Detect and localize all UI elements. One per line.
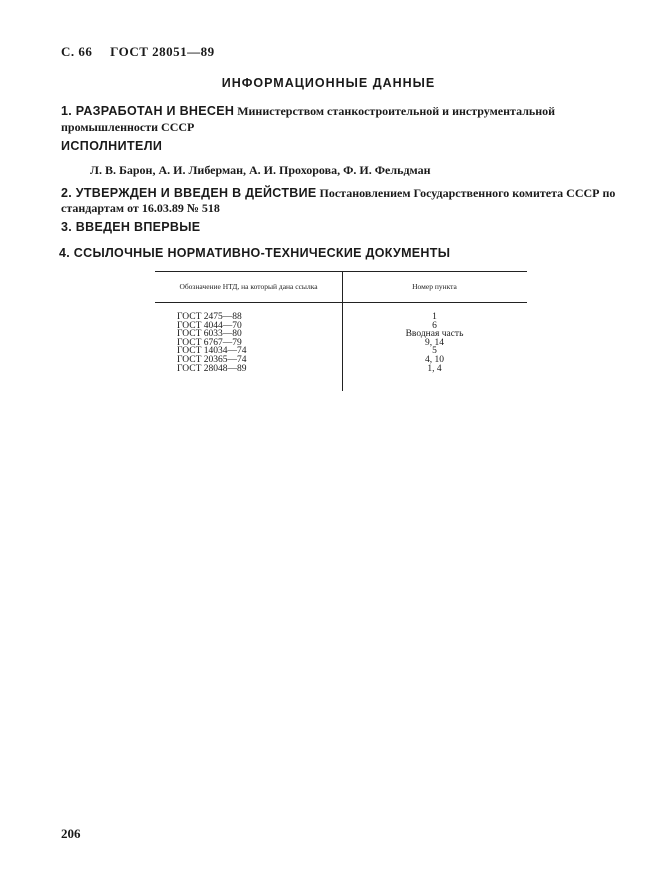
running-header [61,44,229,60]
table-top-rule [155,271,527,272]
executors-label: ИСПОЛНИТЕЛИ [61,139,163,153]
table-cell-doc: ГОСТ 20365—74 [177,354,247,365]
table-cell-item: 9, 14 [425,337,444,348]
table-column-documents [177,313,247,373]
page-number: 206 [61,826,81,841]
table-cell-item: 1, 4 [427,363,442,374]
table-cell-doc: ГОСТ 4044—70 [177,320,242,331]
header-page-label: С. 66 [61,44,93,59]
table-cell-item: 4, 10 [425,354,444,365]
section-developed [61,103,631,135]
table-header-document: Обозначение НТД, на который дана ссылка [179,282,318,291]
section-approved [61,186,631,216]
table-cell-item: 5 [432,346,437,357]
table-cell-doc: ГОСТ 14034—74 [177,346,247,357]
table-cell-doc: ГОСТ 2475—88 [177,312,242,322]
table-column-items [342,313,527,373]
section-references: 4. ССЫЛОЧНЫЕ НОРМАТИВНО-ТЕХНИЧЕСКИЕ ДОКУМЕНТЫ [59,246,451,260]
section-introduced: 3. ВВЕДЕН ВПЕРВЫЕ [61,220,201,234]
table-cell-item: 1 [432,312,437,322]
section-developed-text: Министерством станкостроительной и инструментальной промышленности СССР [61,104,556,134]
table-cell-doc: ГОСТ 6767—79 [177,337,242,348]
section-developed-lead: 1. РАЗРАБОТАН И ВНЕСЕН [61,104,235,118]
section-approved-text: Постановлением Государственного комитета СССР по стандартам от 16.03.89 № 518 [61,186,616,215]
table-cell-item: 6 [432,320,437,331]
table-header-rule [155,302,527,303]
section-approved-lead: 2. УТВЕРЖДЕН И ВВЕДЕН В ДЕЙСТВИЕ [61,186,317,200]
table-cell-doc: ГОСТ 28048—89 [177,363,247,374]
executors-names: Л. В. Барон, А. И. Либерман, А. И. Прохорова, Ф. И. Фельдман [90,163,431,177]
table-header-item: Номер пункта [412,282,457,291]
table-cell-item: Вводная часть [405,329,464,340]
page-title: ИНФОРМАЦИОННЫЕ ДАННЫЕ [221,76,436,90]
references-table [155,271,527,393]
table-cell-doc: ГОСТ 6033—80 [177,329,242,340]
header-standard: ГОСТ 28051—89 [110,44,215,59]
